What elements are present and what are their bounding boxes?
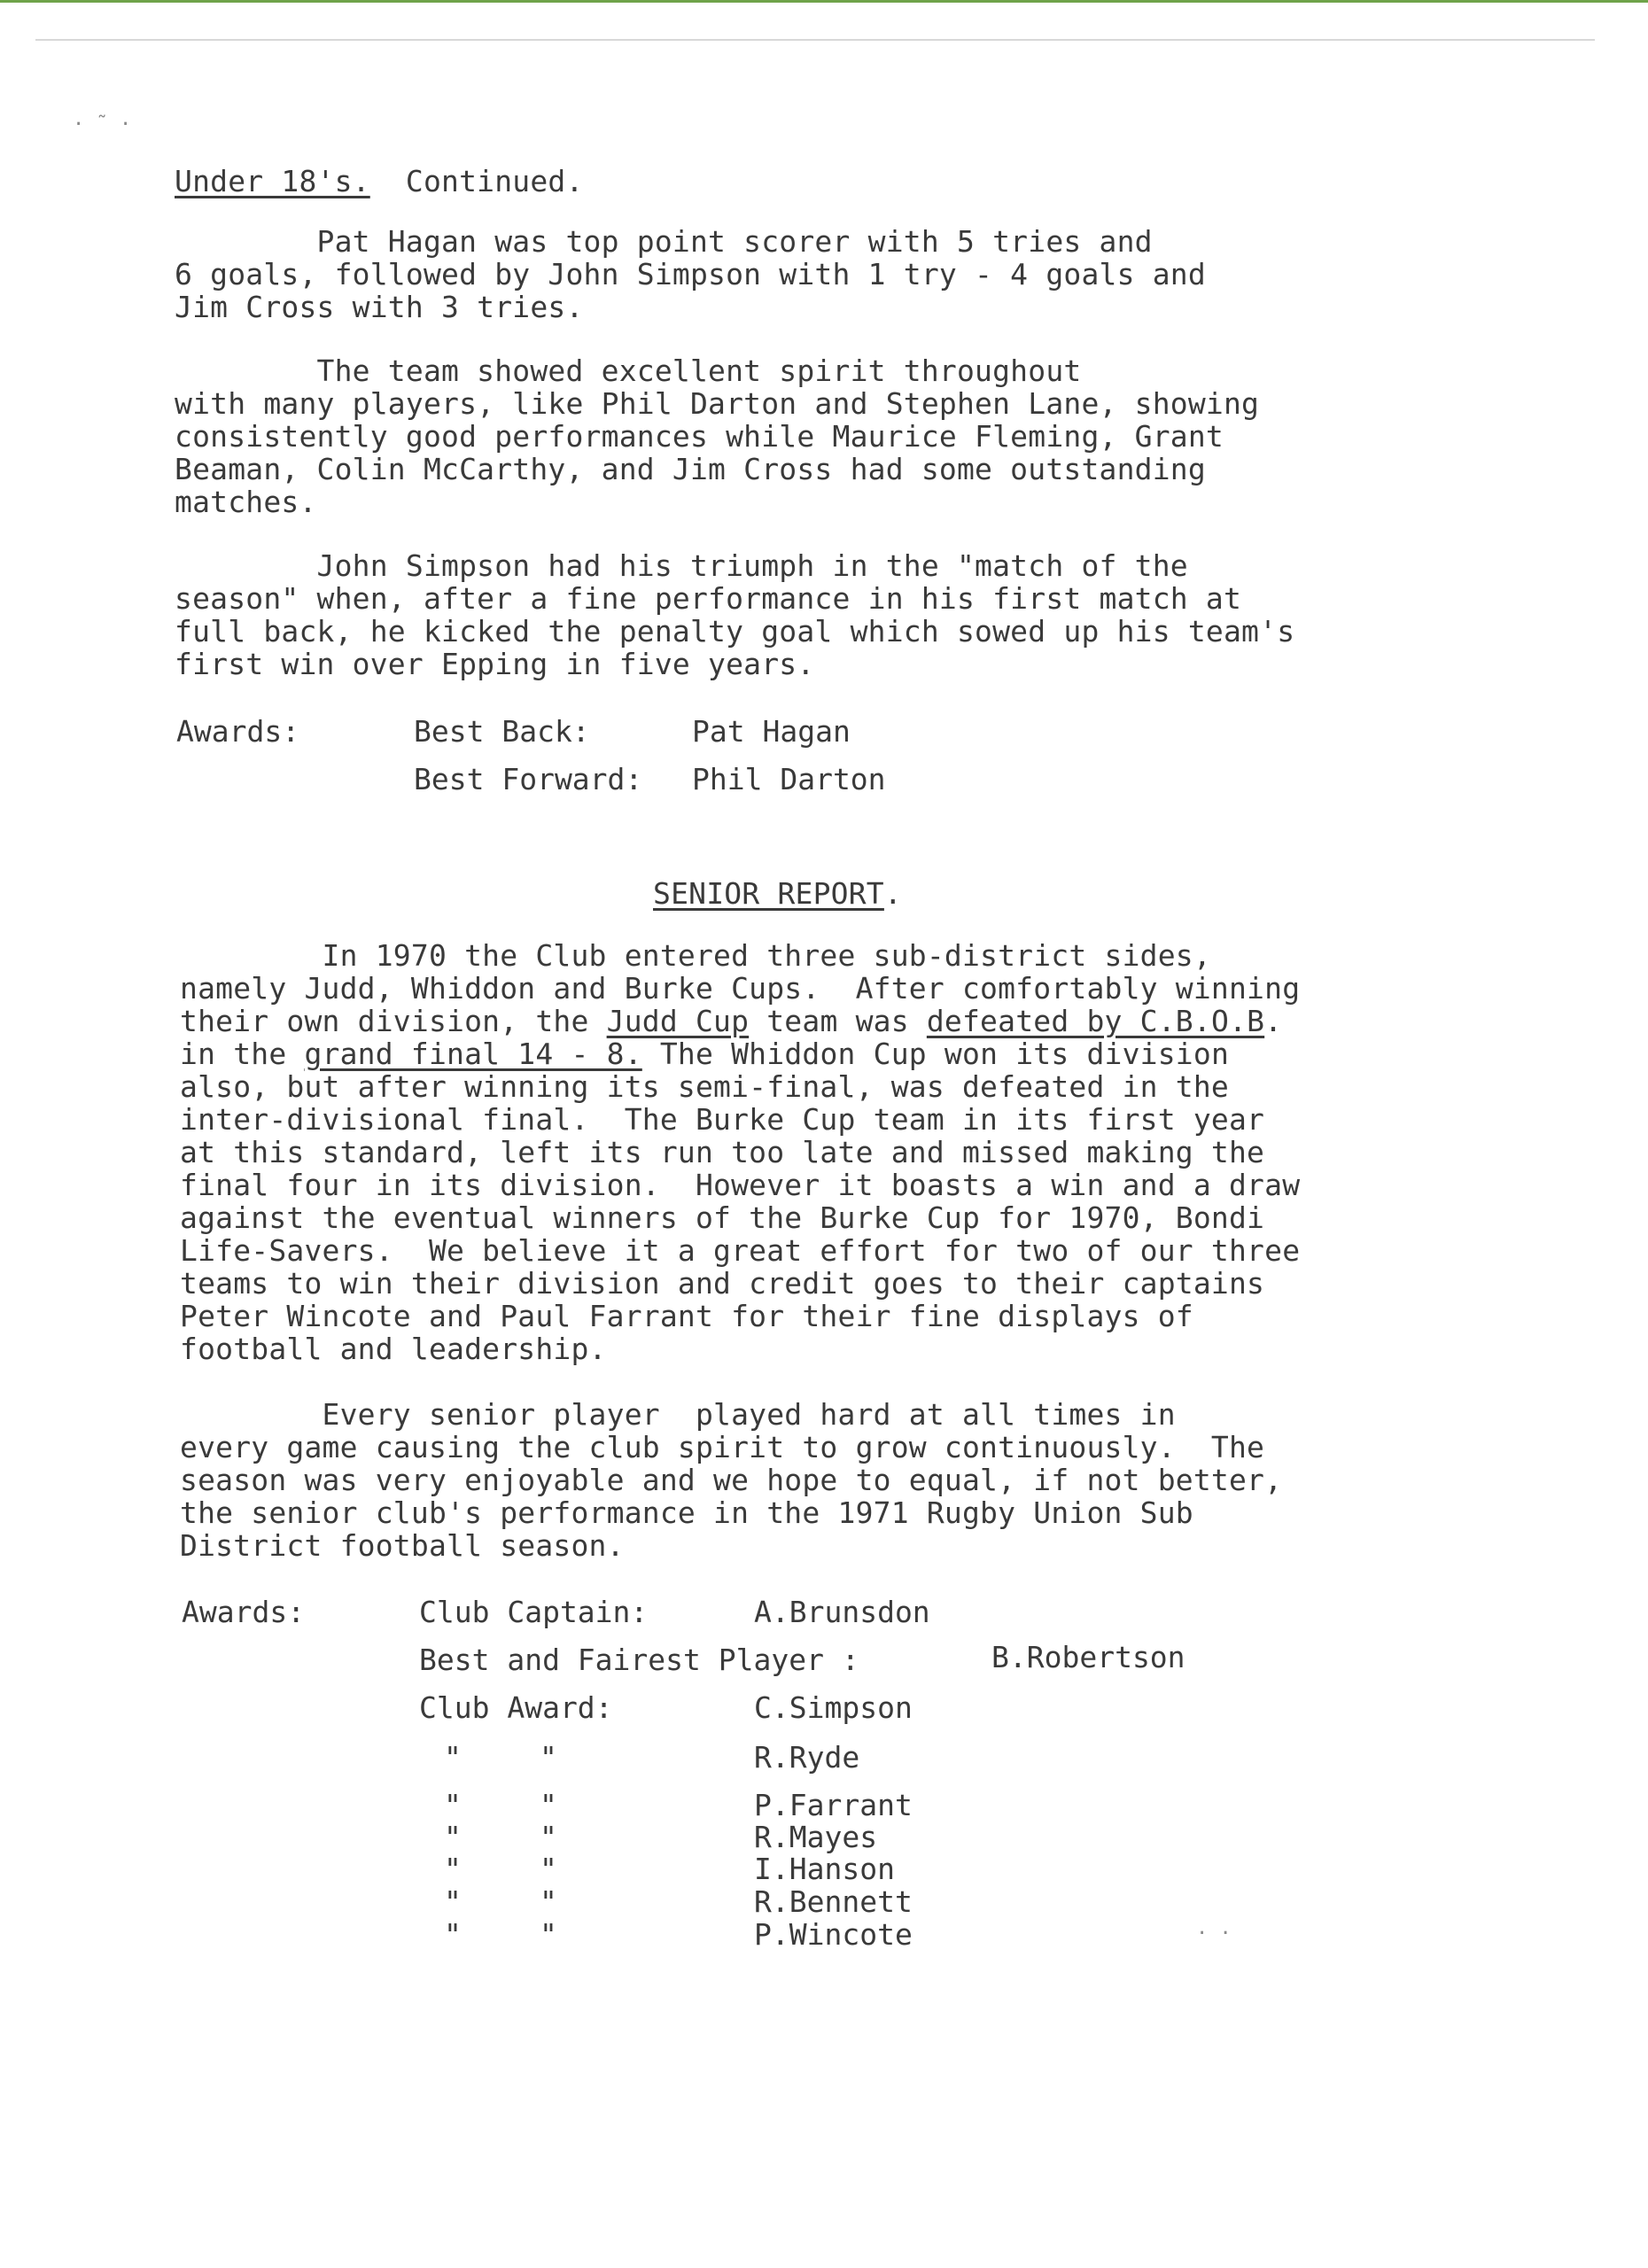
senior-heading-period: .	[883, 876, 902, 911]
text-line: Jim Cross with 3 tries.	[175, 290, 584, 324]
club-award-name: R.Ryde	[754, 1740, 860, 1775]
under18-heading: Under 18's.	[175, 164, 370, 198]
under18-title-line	[175, 165, 584, 198]
ditto-mark: "	[540, 1740, 557, 1775]
text-line: John Simpson had his triumph in the "match of the	[175, 548, 1188, 583]
ditto-mark: "	[540, 1917, 557, 1952]
text-line: In 1970 the Club entered three sub-district sides,	[180, 938, 1211, 973]
defeated-by-underlined: defeated by C.B.O.B	[926, 1004, 1265, 1038]
text-line: also, but after winning its semi-final, was defeated in the	[180, 1069, 1229, 1104]
under18-awards-label: Awards:	[176, 714, 300, 749]
ditto-mark: "	[444, 1820, 462, 1854]
text-line: Pat Hagan was top point scorer with 5 tries and	[175, 224, 1153, 259]
ditto-mark: "	[540, 1852, 557, 1886]
best-fairest-label: Best and Fairest Player :	[419, 1643, 859, 1677]
under18-continued: Continued.	[405, 164, 584, 198]
best-fairest-name: B.Robertson	[991, 1640, 1185, 1674]
text-line: football and leadership.	[180, 1332, 607, 1366]
ditto-mark: "	[444, 1884, 462, 1919]
scan-speck: · ·	[1196, 1922, 1232, 1945]
best-forward-name: Phil Darton	[692, 762, 886, 796]
scan-speck: · ˜ ·	[73, 113, 132, 136]
text-line: against the eventual winners of the Burke Cup for 1970, Bondi	[180, 1200, 1265, 1235]
club-award-name: I.Hanson	[754, 1852, 895, 1886]
text-line: Beaman, Colin McCarthy, and Jim Cross had some outstanding	[175, 452, 1206, 486]
club-award-name: P.Wincote	[754, 1917, 913, 1952]
senior-paragraph-1	[180, 939, 1300, 1365]
text-span: team was	[749, 1004, 927, 1038]
club-award-label: Club Award:	[419, 1690, 613, 1725]
ditto-mark: "	[444, 1788, 462, 1822]
senior-paragraph-2	[180, 1398, 1282, 1562]
senior-title-line	[653, 877, 902, 910]
text-line: season was very enjoyable and we hope to equal, if not better,	[180, 1463, 1283, 1497]
text-line: Life-Savers. We believe it a great effort for two of our three	[180, 1233, 1301, 1268]
text-line: 6 goals, followed by John Simpson with 1 try - 4 goals and	[175, 257, 1206, 291]
club-captain-name: A.Brunsdon	[754, 1595, 930, 1629]
text-line: District football season.	[180, 1528, 625, 1563]
text-line: teams to win their division and credit goes to their captains	[180, 1266, 1265, 1301]
club-captain-label: Club Captain:	[419, 1595, 649, 1629]
text-line: full back, he kicked the penalty goal which sowed up his team's	[175, 614, 1295, 649]
text-span: The Whiddon Cup won its division	[641, 1037, 1230, 1071]
text-span: in the	[180, 1037, 305, 1071]
scan-top-edge	[0, 0, 1648, 3]
club-award-name: R.Mayes	[754, 1820, 878, 1854]
senior-heading: SENIOR REPORT	[653, 876, 884, 911]
club-award-name: R.Bennett	[754, 1884, 913, 1919]
ditto-mark: "	[540, 1788, 557, 1822]
ditto-mark: "	[444, 1740, 462, 1775]
ditto-mark: "	[444, 1852, 462, 1886]
grand-final-underlined: grand final 14 - 8.	[304, 1037, 642, 1071]
text-line: inter-divisional final. The Burke Cup team in its first year	[180, 1102, 1265, 1137]
text-line: consistently good performances while Maurice Fleming, Grant	[175, 419, 1224, 454]
best-forward-label: Best Forward:	[414, 762, 643, 796]
ditto-mark: "	[540, 1820, 557, 1854]
text-line: first win over Epping in five years.	[175, 647, 815, 681]
senior-awards-label: Awards:	[182, 1595, 306, 1629]
under18-paragraph-1	[175, 225, 1206, 323]
text-line: season" when, after a fine performance in his first match at	[175, 581, 1242, 616]
text-span: .	[1264, 1004, 1283, 1038]
text-line: Peter Wincote and Paul Farrant for their fine displays of	[180, 1299, 1193, 1333]
text-line: the senior club's performance in the 1971 Rugby Union Sub	[180, 1495, 1193, 1530]
best-back-name: Pat Hagan	[692, 714, 851, 749]
text-line: Every senior player played hard at all times in	[180, 1397, 1176, 1432]
judd-cup-underlined: Judd Cup	[606, 1004, 750, 1038]
scan-top-shadow	[35, 39, 1595, 41]
club-award-name: P.Farrant	[754, 1788, 913, 1822]
text-span: their own division, the	[180, 1004, 607, 1038]
text-line: The team showed excellent spirit throughout	[175, 353, 1082, 388]
text-line: matches.	[175, 485, 317, 519]
under18-paragraph-2	[175, 354, 1259, 518]
ditto-mark: "	[444, 1917, 462, 1952]
text-line: at this standard, left its run too late and missed making the	[180, 1135, 1265, 1169]
text-line	[180, 1005, 1300, 1037]
text-line: final four in its division. However it boasts a win and a draw	[180, 1168, 1301, 1202]
best-back-label: Best Back:	[414, 714, 590, 749]
under18-paragraph-3	[175, 549, 1294, 680]
text-line	[180, 1037, 1300, 1070]
text-line: namely Judd, Whiddon and Burke Cups. After comfortably winning	[180, 971, 1301, 1006]
ditto-mark: "	[540, 1884, 557, 1919]
text-line: with many players, like Phil Darton and Stephen Lane, showing	[175, 386, 1260, 421]
text-line: every game causing the club spirit to grow continuously. The	[180, 1430, 1265, 1464]
club-award-name: C.Simpson	[754, 1690, 913, 1725]
